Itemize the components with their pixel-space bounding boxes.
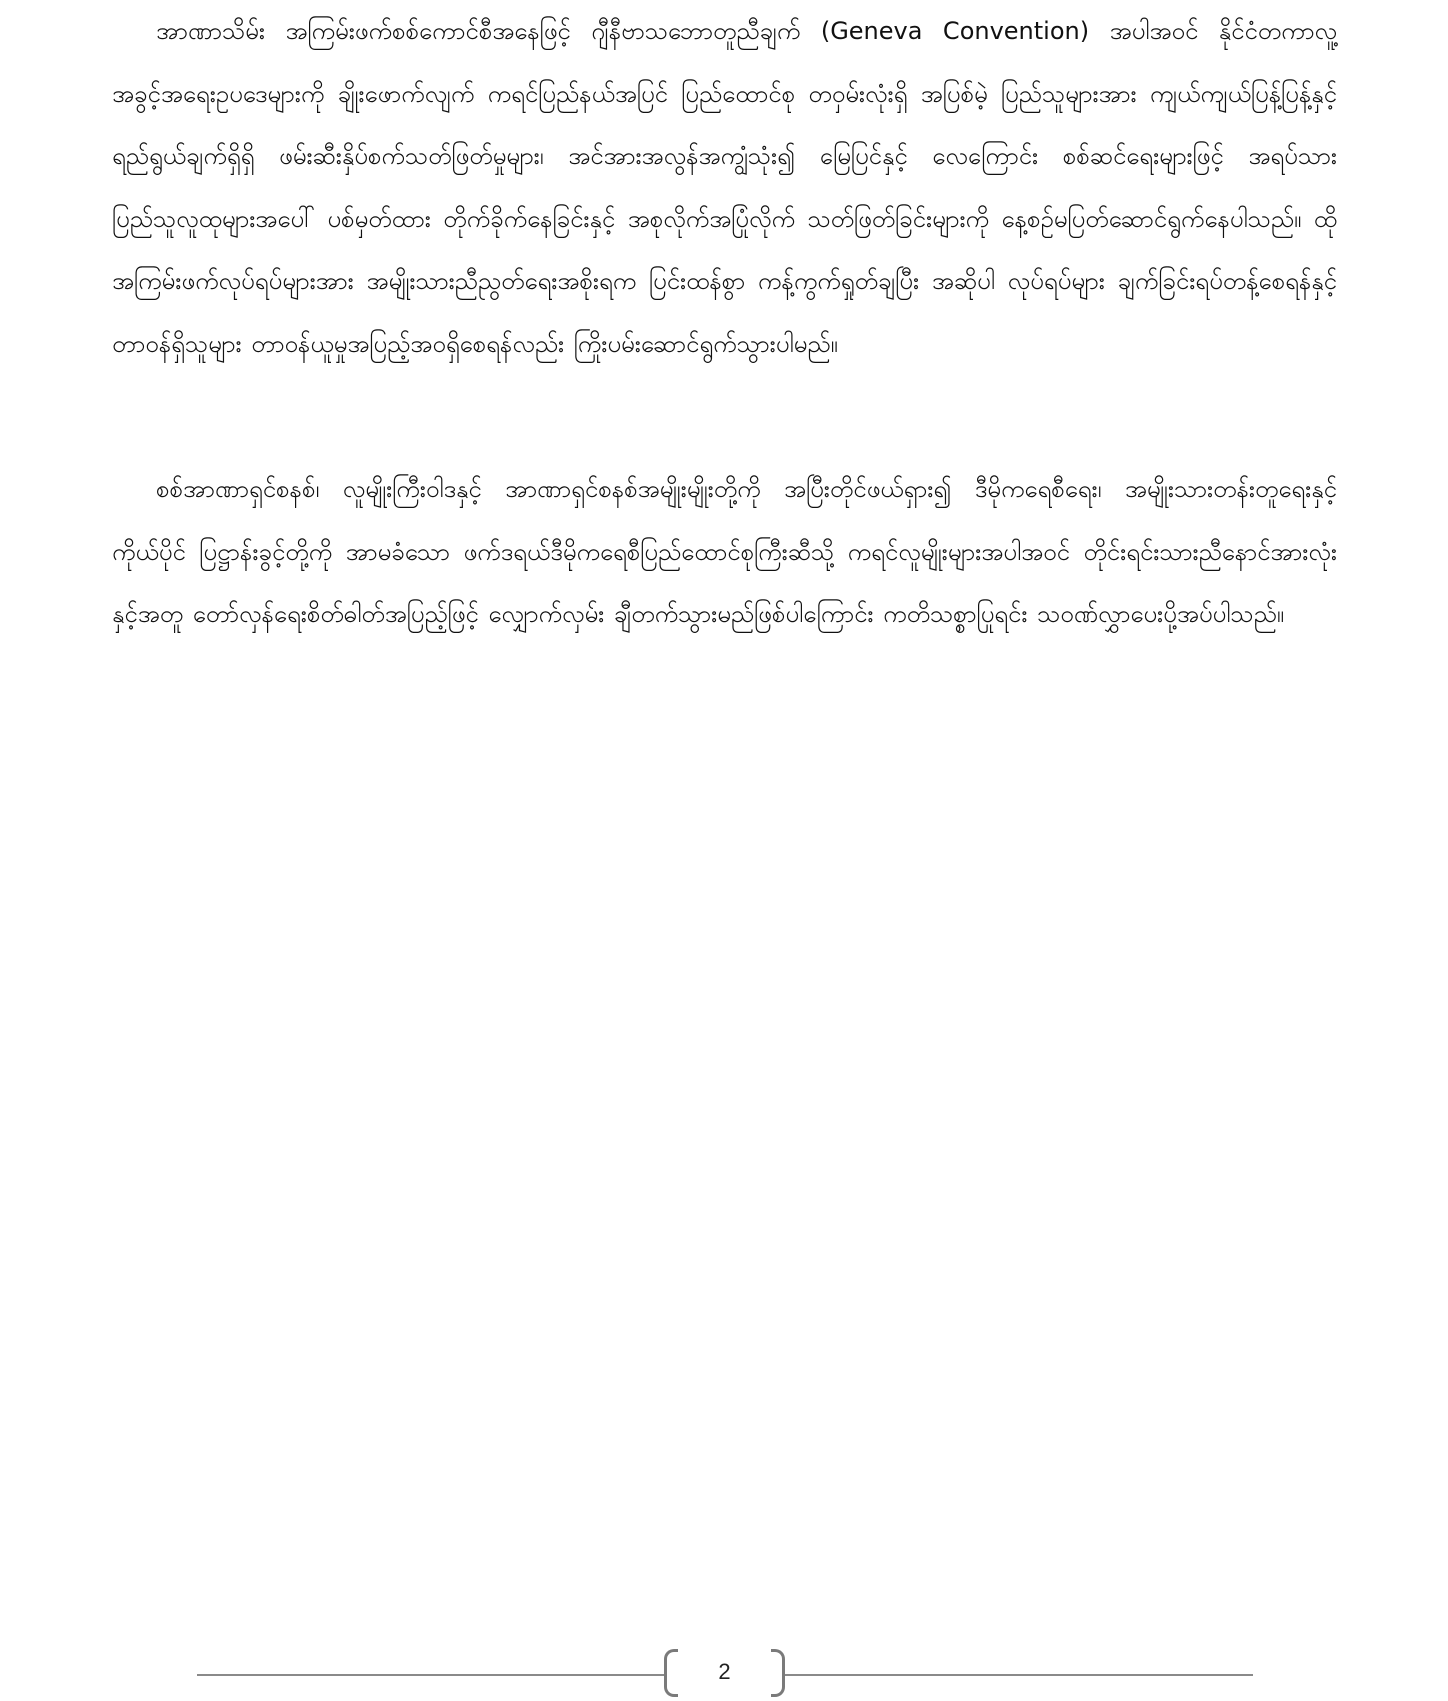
paragraph-2: စစ်အာဏာရှင်စနစ်၊ လူမျိုးကြီးဝါဒနှင့် အာဏာရှင်စနစ်အမျိုးမျိုးတို့ကို အပြီးတိုင်ဖယ်ရှား၍ ဒီမိုကရေစီရေး၊ အမျိုးသားတန်းတူရေးနှင့် ကိုယ်ပိုင် ပြဋ္ဌာန်းခွင့်တို့ကို အာမခံသော ဖက်ဒရယ်ဒီမိုကရေစီပြည်ထောင်စုကြီးဆီသို့ ကရင်လူမျိုးများအပါအဝင် တိုင်းရင်းသားညီနောင်အားလုံးနှင့်အတူ တော်လှန်ရေးစိတ်ဓါတ်အပြည့်ဖြင့် လျှောက်လှမ်း ချီတက်သွားမည်ဖြစ်ပါကြောင်း ကတိသစ္စာပြုရင်း သဝဏ်လွှာပေးပို့အပ်ပါသည်။ — [112, 475, 1337, 628]
right-bracket-icon — [771, 1649, 785, 1697]
footer-rule-right — [785, 1674, 1253, 1676]
page-footer — [0, 1645, 1448, 1701]
paragraph-1: အာဏာသိမ်း အကြမ်းဖက်စစ်ကောင်စီအနေဖြင့် ဂျီနီဗာသဘောတူညီချက် (Geneva Convention) အပါအဝင် နိုင်ငံတကာလူ့အခွင့်အရေးဥပဒေများကို ချိုးဖောက်လျက် ကရင်ပြည်နယ်အပြင် ပြည်ထောင်စု တဝှမ်းလုံးရှိ အပြစ်မဲ့ ပြည်သူများအား ကျယ်ကျယ်ပြန့်ပြန့်နှင့် ရည်ရွယ်ချက်ရှိရှိ ဖမ်းဆီးနှိပ်စက်သတ်ဖြတ်မှုများ၊ အင်အားအလွန်အကျွံသုံး၍ မြေပြင်နှင့် လေကြောင်း စစ်ဆင်ရေးများဖြင့် အရပ်သားပြည်သူလူထုများအပေါ် ပစ်မှတ်ထား တိုက်ခိုက်နေခြင်းနှင့် အစုလိုက်အပြုံလိုက် သတ်ဖြတ်ခြင်းများကို နေ့စဉ်မပြတ်ဆောင်ရွက်နေပါသည်။ ထိုအကြမ်းဖက်လုပ်ရပ်များအား အမျိုးသားညီညွတ်ရေးအစိုးရက ပြင်းထန်စွာ ကန့်ကွက်ရှုတ်ချပြီး အဆိုပါ လုပ်ရပ်များ ချက်ခြင်းရပ်တန့်စေရန်နှင့် တာဝန်ရှိသူများ တာဝန်ယူမှုအပြည့်အဝရှိစေရန်လည်း ကြိုးပမ်းဆောင်ရွက်သွားပါမည်။ — [112, 17, 1337, 358]
left-bracket-icon — [664, 1649, 678, 1697]
footer-rule-left — [197, 1674, 664, 1676]
page-number: 2 — [718, 1659, 731, 1684]
